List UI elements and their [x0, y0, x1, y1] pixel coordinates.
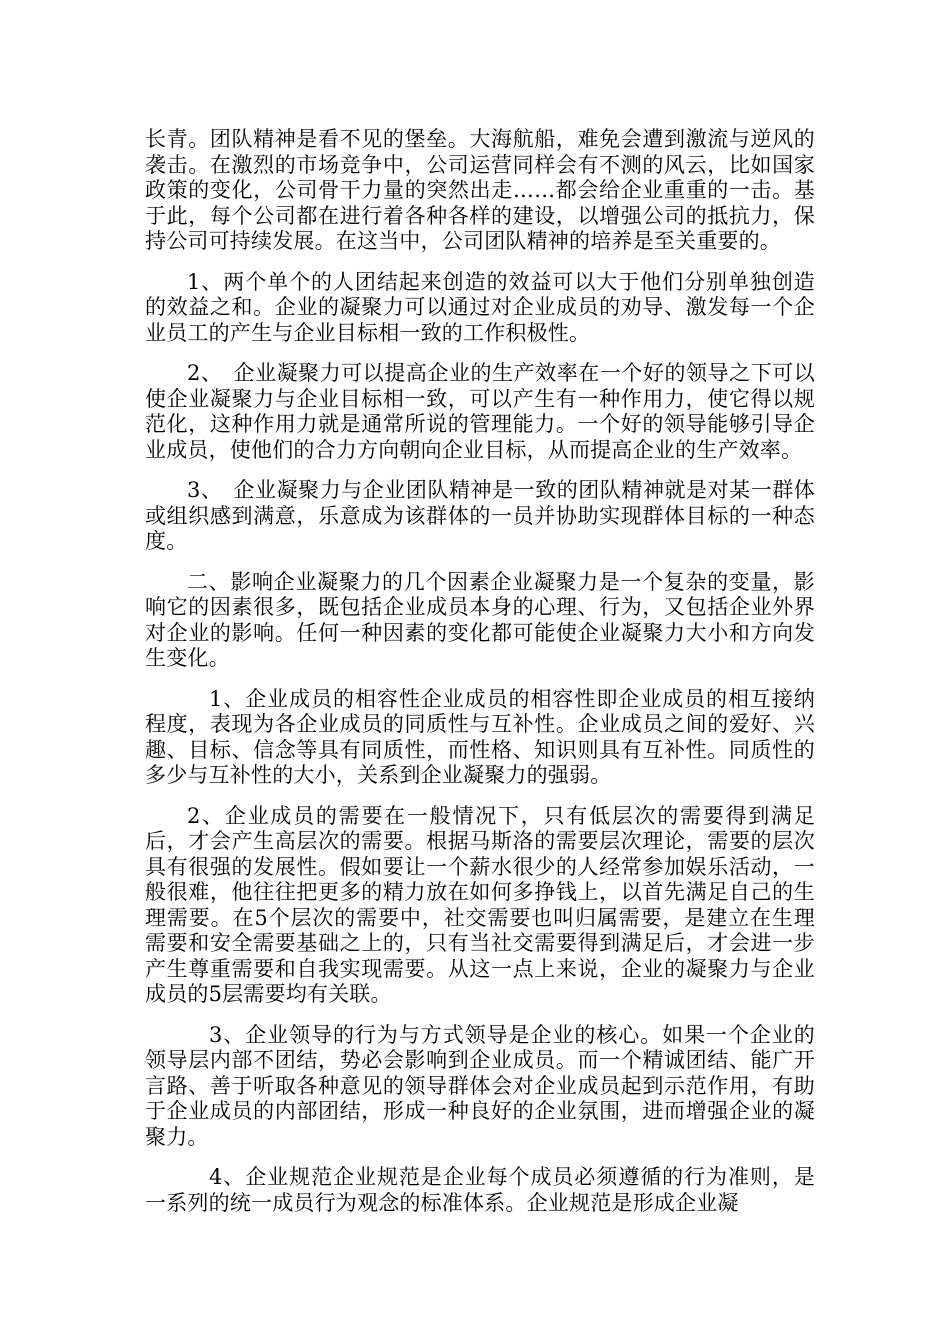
document-body [145, 127, 815, 1231]
paragraph-continuation: 长青。团队精神是看不见的堡垒。大海航船，难免会遭到激流与逆风的袭击。在激烈的市场竞争中，公司运营同样会有不测的风云，比如国家政策的变化，公司骨干力量的突然出走……都会给企业重重的一击。基于此，每个公司都在进行着各种各样的建设，以增强公司的抵抗力，保持公司可持续发展。在这当中，公司团队精神的培养是至关重要的。 [145, 127, 815, 253]
paragraph-point-3: 3、 企业凝聚力与企业团队精神是一致的团队精神就是对某一群体或组织感到满意，乐意成为该群体的一员并协助实现群体目标的一种态度。 [145, 478, 815, 553]
paragraph-section-2: 二、影响企业凝聚力的几个因素企业凝聚力是一个复杂的变量，影响它的因素很多，既包括企业成员本身的心理、行为，又包括企业外界对企业的影响。任何一种因素的变化都可能使企业凝聚力大小和方向发生变化。 [145, 569, 815, 670]
paragraph-factor-3: 3、企业领导的行为与方式领导是企业的核心。如果一个企业的领导层内部不团结，势必会影响到企业成员。而一个精诚团结、能广开言路、善于听取各种意见的领导群体会对企业成员起到示范作用，有助于企业成员的内部团结，形成一种良好的企业氛围，进而增强企业的凝聚力。 [145, 1022, 815, 1149]
paragraph-point-1: 1、两个单个的人团结起来创造的效益可以大于他们分别单独创造的效益之和。企业的凝聚力可以通过对企业成员的劝导、激发每一个企业员工的产生与企业目标相一致的工作积极性。 [145, 269, 815, 345]
paragraph-factor-2: 2、企业成员的需要在一般情况下，只有低层次的需要得到满足后，才会产生高层次的需要。根据马斯洛的需要层次理论，需要的层次具有很强的发展性。假如要让一个薪水很少的人经常参加娱乐活动，一般很难，他往往把更多的精力放在如何多挣钱上，以首先满足自己的生理需要。在5个层次的需要中，社交需要也叫归属需要，是建立在生理需要和安全需要基础之上的，只有当社交需要得到满足后，才会进一步产生尊重需要和自我实现需要。从这一点上来说，企业的凝聚力与企业成员的5层需要均有关联。 [145, 803, 815, 1006]
paragraph-factor-4: 4、企业规范企业规范是企业每个成员必须遵循的行为准则，是一系列的统一成员行为观念的标准体系。企业规范是形成企业凝 [145, 1165, 815, 1215]
paragraph-factor-1: 1、企业成员的相容性企业成员的相容性即企业成员的相互接纳程度，表现为各企业成员的同质性与互补性。企业成员之间的爱好、兴趣、目标、信念等具有同质性，而性格、知识则具有互补性。同质性的多少与互补性的大小，关系到企业凝聚力的强弱。 [145, 686, 815, 787]
paragraph-point-2: 2、 企业凝聚力可以提高企业的生产效率在一个好的领导之下可以使企业凝聚力与企业目标相一致，可以产生有一种作用力，使它得以规范化，这种作用力就是通常所说的管理能力。一个好的领导能够引导企业成员，使他们的合力方向朝向企业目标，从而提高企业的生产效率。 [145, 361, 815, 462]
